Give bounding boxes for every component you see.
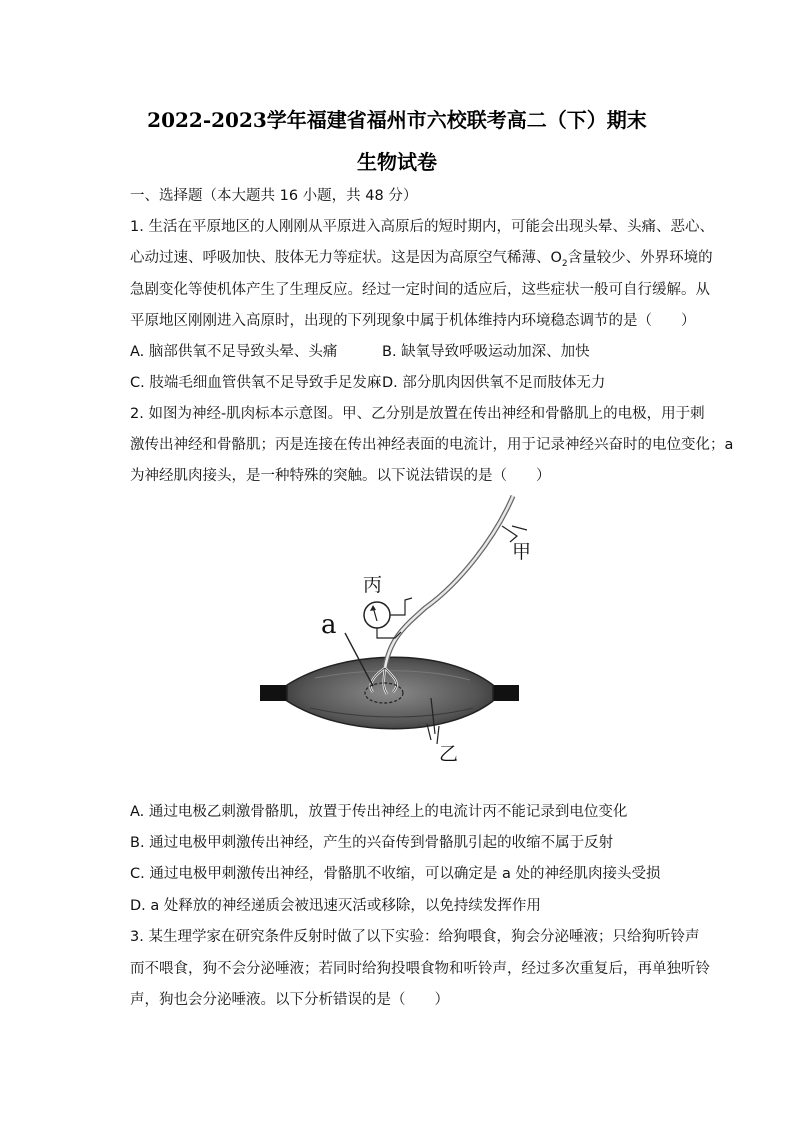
- q3-line1: 3. 某生理学家在研究条件反射时做了以下实验：给狗喂食，狗会分泌唾液；只给狗听铃声: [130, 929, 700, 945]
- q1-line2-text: 心动过速、呼吸加快、肢体无力等症状。这是因为高原空气稀薄、: [130, 250, 551, 266]
- q1-line1: 1. 生活在平原地区的人刚刚从平原进入高原后的短时期内，可能会出现头晕、头痛、恶心、: [130, 219, 714, 235]
- left-tendon: [260, 685, 290, 701]
- galvanometer-bing: [364, 602, 390, 628]
- label-yi: 乙: [439, 743, 459, 765]
- label-jia: 甲: [512, 541, 532, 563]
- electrode-jia: [502, 526, 527, 542]
- o2-subscript: 2: [561, 258, 568, 269]
- q1-option-c: C. 肢端毛细血管供氧不足导致手足发麻: [130, 375, 382, 391]
- q2-line3: 为神经肌肉接头，是一种特殊的突触。以下说法错误的是（ ）: [130, 468, 551, 484]
- q2-option-a: A. 通过电极乙刺激骨骼肌，放置于传出神经上的电流计丙不能记录到电位变化: [130, 804, 628, 820]
- label-a: a: [321, 610, 337, 640]
- q1-line2: [130, 248, 713, 274]
- q2-option-c: C. 通过电极甲刺激传出神经，骨骼肌不收缩，可以确定是 a 处的神经肌肉接头受损: [130, 866, 661, 882]
- q1-option-a: A. 脑部供氧不足导致头晕、头痛: [130, 344, 338, 360]
- q3-line2: 而不喂食，狗不会分泌唾液；若同时给狗投喂食物和听铃声，经过多次重复后，再单独听铃: [130, 961, 710, 977]
- q1-line3: 急剧变化等使机体产生了生理反应。经过一定时间的适应后，这些症状一般可自行缓解。从: [130, 282, 710, 298]
- q2-option-d: D. a 处释放的神经递质会被迅速灭活或移除，以免持续发挥作用: [130, 898, 541, 914]
- q1-line2-rest: 含量较少、外界环境的: [567, 250, 713, 266]
- label-bing: 丙: [363, 574, 383, 596]
- q2-line2: 激传出神经和骨骼肌；丙是连接在传出神经表面的电流计，用于记录神经兴奋时的电位变化；a: [130, 437, 734, 453]
- efferent-nerve: [385, 496, 513, 668]
- o2-symbol: O: [550, 250, 562, 266]
- skeletal-muscle: [287, 657, 493, 729]
- q1-option-d: D. 部分肌肉因供氧不足而肢体无力: [382, 375, 606, 391]
- q3-line3: 声，狗也会分泌唾液。以下分析错误的是（ ）: [130, 992, 449, 1008]
- q2-option-b: B. 通过电极甲刺激传出神经，产生的兴奋传到骨骼肌引起的收缩不属于反射: [130, 835, 614, 851]
- section-heading: 一、选择题（本大题共 16 小题，共 48 分）: [130, 188, 418, 204]
- exam-title-line2: 生物试卷: [357, 150, 437, 174]
- q2-line1: 2. 如图为神经-肌肉标本示意图。甲、乙分别是放置在传出神经和骨骼肌上的电极，用于刺: [130, 406, 705, 422]
- q1-option-b: B. 缺氧导致呼吸运动加深、加快: [382, 344, 590, 360]
- nerve-muscle-figure: [255, 488, 535, 778]
- exam-title-line1: 2022-2023学年福建省福州市六校联考高二（下）期末: [147, 108, 647, 132]
- q1-line4: 平原地区刚刚进入高原时，出现的下列现象中属于机体维持内环境稳态调节的是（ ）: [130, 313, 696, 329]
